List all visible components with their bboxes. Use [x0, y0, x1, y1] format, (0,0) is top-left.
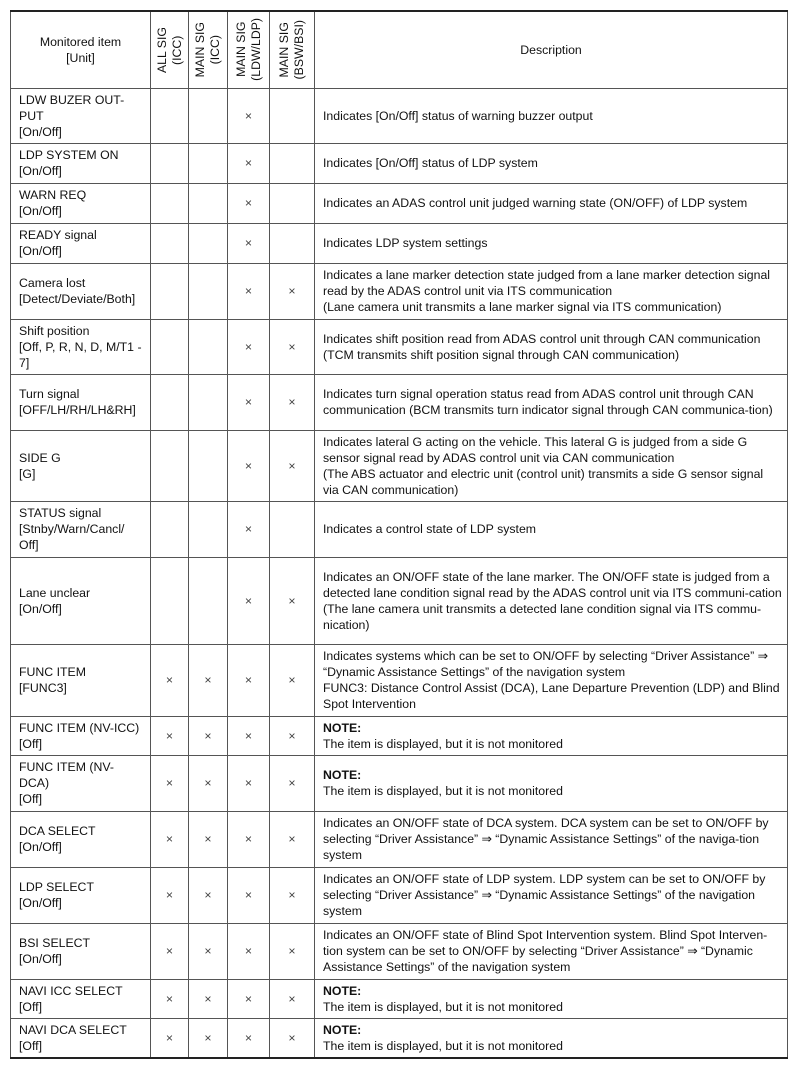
- cross-mark-icon: ×: [244, 522, 253, 536]
- monitored-item-text: [Off]: [19, 736, 43, 751]
- cross-mark-icon: ×: [204, 832, 212, 846]
- monitored-item-cell: [11, 923, 151, 979]
- cross-mark-icon: ×: [244, 776, 253, 790]
- monitored-item-cell: [11, 223, 151, 263]
- monitored-item-text: PUT: [19, 108, 44, 123]
- note-text: The item is displayed, but it is not monitored: [323, 1038, 563, 1053]
- description-cell: [315, 183, 788, 223]
- monitored-item-text: STATUS signal: [19, 506, 102, 520]
- signal-mark-cell: [189, 430, 228, 501]
- note-label: NOTE:: [323, 768, 362, 782]
- monitored-item-text: SIDE G: [19, 450, 61, 465]
- monitored-item-text: FUNC ITEM (NV-ICC): [19, 720, 140, 735]
- monitored-item-text: [OFF/LH/RH/LH&RH]: [19, 403, 136, 417]
- cross-mark-icon: ×: [204, 888, 212, 902]
- description-text: Indicates [On/Off] status of LDP system: [323, 156, 538, 170]
- table-row: [11, 644, 788, 716]
- cross-mark-icon: ×: [288, 395, 296, 409]
- signal-mark-cell: [151, 811, 189, 867]
- cross-mark-icon: ×: [244, 395, 253, 409]
- signal-mark-cell: [151, 501, 189, 557]
- signal-mark-cell: [270, 644, 315, 716]
- signal-mark-cell: [189, 979, 228, 1018]
- signal-mark-cell: [189, 811, 228, 867]
- monitored-item-text: Turn signal: [19, 387, 80, 401]
- signal-mark-cell: [189, 867, 228, 923]
- signal-mark-cell: [151, 867, 189, 923]
- description-cell: [315, 557, 788, 644]
- monitored-item-text: FUNC ITEM: [19, 665, 86, 679]
- signal-mark-cell: [228, 755, 270, 811]
- signal-mark-cell: [189, 143, 228, 183]
- signal-mark-cell: [270, 143, 315, 183]
- monitored-item-cell: [11, 319, 151, 374]
- signal-mark-cell: [228, 1018, 270, 1058]
- signal-mark-cell: [228, 557, 270, 644]
- description-cell: [315, 223, 788, 263]
- cross-mark-icon: ×: [288, 458, 296, 473]
- monitored-item-text: Camera lost: [19, 276, 86, 290]
- signal-mark-cell: [270, 501, 315, 557]
- note-label: NOTE:: [323, 983, 362, 998]
- monitored-item-text: NAVI DCA SELECT: [19, 1022, 127, 1037]
- signal-mark-cell: [151, 923, 189, 979]
- cross-mark-icon: ×: [288, 1030, 296, 1045]
- monitored-item-text: [G]: [19, 466, 36, 481]
- header-main-sig-ldw-ldp: [228, 11, 270, 88]
- signal-mark-cell: [151, 979, 189, 1018]
- cross-mark-icon: ×: [244, 108, 253, 123]
- signal-mark-cell: [189, 319, 228, 374]
- note-text: The item is displayed, but it is not monitored: [323, 736, 563, 751]
- monitored-item-text: [On/Off]: [19, 164, 62, 178]
- signal-mark-cell: [151, 430, 189, 501]
- signal-mark-cell: [151, 223, 189, 263]
- cross-mark-icon: ×: [288, 339, 296, 354]
- monitored-item-text: LDP SYSTEM ON: [19, 148, 119, 162]
- note-label: NOTE:: [323, 1022, 362, 1037]
- cross-mark-icon: ×: [288, 728, 296, 743]
- monitored-item-cell: [11, 501, 151, 557]
- signal-mark-cell: [270, 923, 315, 979]
- signal-mark-cell: [228, 143, 270, 183]
- note-text: The item is displayed, but it is not monitored: [323, 999, 563, 1014]
- cross-mark-icon: ×: [165, 1030, 174, 1045]
- monitored-item-cell: [11, 979, 151, 1018]
- cross-mark-icon: ×: [288, 944, 296, 958]
- description-text: (TCM transmits shift position signal through CAN communication): [323, 347, 680, 362]
- table-row: [11, 374, 788, 430]
- signal-mark-cell: [228, 716, 270, 755]
- cross-mark-icon: ×: [288, 991, 296, 1006]
- monitored-item-cell: [11, 644, 151, 716]
- signal-mark-cell: [270, 811, 315, 867]
- description-cell: [315, 716, 788, 755]
- monitored-item-text: Off]: [19, 538, 39, 552]
- cross-mark-icon: ×: [244, 944, 253, 958]
- table-row: [11, 319, 788, 374]
- header-description: Description: [315, 11, 788, 88]
- cross-mark-icon: ×: [244, 236, 253, 250]
- monitored-item-cell: [11, 1018, 151, 1058]
- signal-mark-cell: [189, 374, 228, 430]
- signal-mark-cell: [189, 1018, 228, 1058]
- monitored-item-text: [On/Off]: [19, 896, 62, 910]
- header-main-sig-bsw-bsi: [270, 11, 315, 88]
- signal-mark-cell: [270, 263, 315, 319]
- cross-mark-icon: ×: [288, 776, 296, 790]
- description-cell: [315, 755, 788, 811]
- description-cell: [315, 501, 788, 557]
- monitored-item-text: FUNC ITEM (NV-: [19, 760, 114, 774]
- monitored-item-cell: [11, 143, 151, 183]
- table-row: [11, 430, 788, 501]
- description-text: Indicates a control state of LDP system: [323, 522, 537, 536]
- signal-mark-cell: [270, 183, 315, 223]
- cross-mark-icon: ×: [244, 196, 253, 210]
- monitored-item-cell: [11, 557, 151, 644]
- monitored-item-text: [Detect/Deviate/Both]: [19, 292, 136, 306]
- cross-mark-icon: ×: [288, 593, 296, 608]
- monitored-item-text: [Off]: [19, 999, 43, 1014]
- monitored-item-text: BSI SELECT: [19, 936, 91, 950]
- signal-mark-cell: [270, 374, 315, 430]
- description-cell: [315, 1018, 788, 1058]
- description-text: Indicates a lane marker detection state judged from a lane marker detection signal read by the ADAS control unit via ITS communication: [323, 268, 771, 298]
- signal-mark-cell: [270, 755, 315, 811]
- description-text: FUNC3: Distance Control Assist (DCA), Lane Departure Prevention (LDP) and Blind Spot Intervention: [323, 681, 780, 711]
- signal-mark-cell: [151, 374, 189, 430]
- signal-mark-cell: [270, 319, 315, 374]
- cross-mark-icon: ×: [204, 944, 212, 958]
- description-text: Indicates an ON/OFF state of DCA system. DCA system can be set to ON/OFF by selecting “Driver Assistance” ⇒ “Dynamic Assistance Settings” of the naviga-tion system: [323, 816, 769, 862]
- description-text: (Lane camera unit transmits a lane marker signal via ITS communication): [323, 300, 722, 314]
- signal-mark-cell: [151, 557, 189, 644]
- monitored-item-text: Lane unclear: [19, 585, 91, 600]
- cross-mark-icon: ×: [244, 156, 253, 170]
- signal-mark-cell: [270, 716, 315, 755]
- table-row: [11, 183, 788, 223]
- monitored-item-text: [Off, P, R, N, D, M/T1 - 7]: [19, 339, 142, 370]
- table-row: [11, 716, 788, 755]
- cross-mark-icon: ×: [165, 776, 174, 790]
- cross-mark-icon: ×: [244, 728, 253, 743]
- cross-mark-icon: ×: [165, 991, 174, 1006]
- header-main-sig-bsw-bsi-line1: MAIN SIG: [277, 22, 291, 78]
- signal-mark-cell: [270, 1018, 315, 1058]
- header-main-sig-ldw-ldp-line2: (LDW/LDP): [248, 18, 263, 82]
- signal-mark-cell: [151, 755, 189, 811]
- description-text: Indicates an ON/OFF state of the lane marker. The ON/OFF state is judged from a detected lane condition signal read by the ADAS control unit via ITS communi-cation: [323, 569, 782, 600]
- monitored-item-text: WARN REQ: [19, 188, 87, 202]
- description-cell: [315, 88, 788, 143]
- monitored-item-text: Shift position: [19, 323, 90, 338]
- signal-mark-cell: [228, 644, 270, 716]
- table-row: [11, 501, 788, 557]
- signal-mark-cell: [189, 501, 228, 557]
- description-text: Indicates lateral G acting on the vehicle. This lateral G is judged from a side G sensor signal read by ADAS control unit via CAN communication: [323, 434, 748, 465]
- monitored-item-text: [On/Off]: [19, 952, 62, 966]
- description-text: Indicates an ON/OFF state of Blind Spot Intervention system. Blind Spot Interven-tion system can be set to ON/OFF by selecting “Driver Assistance” ⇒ “Dynamic Assistance Settings” of the navigation system: [323, 928, 768, 974]
- monitored-item-cell: [11, 716, 151, 755]
- cross-mark-icon: ×: [165, 728, 174, 743]
- monitored-items-table: [10, 10, 788, 1059]
- table-row: [11, 867, 788, 923]
- header-monitored-item-label: Monitored item: [39, 34, 122, 49]
- monitored-item-cell: [11, 183, 151, 223]
- description-cell: [315, 374, 788, 430]
- header-main-sig-icc: [189, 11, 228, 88]
- signal-mark-cell: [270, 88, 315, 143]
- monitored-item-text: [On/Off]: [19, 244, 62, 258]
- cross-mark-icon: ×: [244, 673, 253, 687]
- monitored-item-text: LDW BUZER OUT-: [19, 92, 125, 107]
- cross-mark-icon: ×: [244, 1030, 253, 1045]
- description-text: Indicates an ON/OFF state of LDP system. LDP system can be set to ON/OFF by selecting “Driver Assistance” ⇒ “Dynamic Assistance Settings” of the navigation system: [323, 872, 766, 918]
- signal-mark-cell: [228, 263, 270, 319]
- cross-mark-icon: ×: [244, 284, 253, 298]
- monitored-item-text: [On/Off]: [19, 204, 62, 218]
- signal-mark-cell: [151, 319, 189, 374]
- monitored-item-text: [On/Off]: [19, 124, 62, 139]
- signal-mark-cell: [228, 374, 270, 430]
- signal-mark-cell: [270, 223, 315, 263]
- cross-mark-icon: ×: [204, 728, 212, 743]
- signal-mark-cell: [151, 143, 189, 183]
- header-main-sig-bsw-bsi-line2: (BSW/BSI): [292, 20, 306, 80]
- table-row: [11, 923, 788, 979]
- table-row: [11, 811, 788, 867]
- monitored-item-text: DCA SELECT: [19, 824, 96, 838]
- table-body: [11, 88, 788, 1058]
- description-cell: [315, 430, 788, 501]
- monitored-item-cell: [11, 811, 151, 867]
- description-text: Indicates systems which can be set to ON/OFF by selecting “Driver Assistance” ⇒ “Dynamic Assistance Settings” of the navigation system: [323, 649, 768, 679]
- monitored-item-text: [Off]: [19, 792, 43, 806]
- signal-mark-cell: [189, 263, 228, 319]
- header-main-sig-icc-line1: MAIN SIG: [193, 22, 207, 78]
- cross-mark-icon: ×: [165, 888, 174, 902]
- description-cell: [315, 319, 788, 374]
- table-row: [11, 755, 788, 811]
- description-text: Indicates an ADAS control unit judged warning state (ON/OFF) of LDP system: [323, 196, 748, 210]
- header-all-sig-icc-line1: ALL SIG: [154, 26, 169, 73]
- monitored-item-text: [On/Off]: [19, 601, 62, 616]
- monitored-item-text: [Off]: [19, 1038, 43, 1053]
- signal-mark-cell: [189, 644, 228, 716]
- cross-mark-icon: ×: [244, 991, 253, 1006]
- signal-mark-cell: [189, 88, 228, 143]
- description-text: Indicates shift position read from ADAS control unit through CAN communication: [323, 331, 761, 346]
- signal-mark-cell: [189, 716, 228, 755]
- monitored-item-cell: [11, 430, 151, 501]
- cross-mark-icon: ×: [204, 673, 212, 687]
- monitored-item-text: [Stnby/Warn/Cancl/: [19, 522, 125, 536]
- description-text: (The lane camera unit transmits a detected lane condition signal via ITS commu-nication): [323, 601, 762, 632]
- signal-mark-cell: [189, 223, 228, 263]
- monitored-item-text: DCA): [19, 776, 50, 790]
- signal-mark-cell: [270, 867, 315, 923]
- signal-mark-cell: [270, 979, 315, 1018]
- monitored-item-text: READY signal: [19, 228, 97, 242]
- header-monitored-item: [11, 11, 151, 88]
- table-row: [11, 223, 788, 263]
- cross-mark-icon: ×: [244, 339, 253, 354]
- signal-mark-cell: [270, 430, 315, 501]
- monitored-item-cell: [11, 867, 151, 923]
- header-main-sig-icc-line2: (ICC): [208, 35, 222, 65]
- cross-mark-icon: ×: [288, 673, 296, 687]
- signal-mark-cell: [228, 430, 270, 501]
- signal-mark-cell: [189, 557, 228, 644]
- header-main-sig-ldw-ldp-line1: MAIN SIG: [233, 22, 248, 78]
- signal-mark-cell: [228, 501, 270, 557]
- cross-mark-icon: ×: [204, 1030, 212, 1045]
- description-cell: [315, 867, 788, 923]
- description-cell: [315, 143, 788, 183]
- monitored-item-text: LDP SELECT: [19, 880, 94, 894]
- monitored-item-cell: [11, 755, 151, 811]
- header-all-sig-icc-line2: (ICC): [169, 35, 184, 65]
- cross-mark-icon: ×: [165, 944, 174, 958]
- table-row: [11, 263, 788, 319]
- monitored-item-text: [FUNC3]: [19, 681, 67, 695]
- cross-mark-icon: ×: [244, 593, 253, 608]
- signal-mark-cell: [189, 183, 228, 223]
- cross-mark-icon: ×: [244, 832, 253, 846]
- signal-mark-cell: [228, 811, 270, 867]
- signal-mark-cell: [270, 557, 315, 644]
- description-cell: [315, 979, 788, 1018]
- signal-mark-cell: [228, 183, 270, 223]
- description-cell: [315, 644, 788, 716]
- description-text: Indicates LDP system settings: [323, 236, 488, 250]
- monitored-item-text: [On/Off]: [19, 840, 62, 854]
- table-row: [11, 143, 788, 183]
- cross-mark-icon: ×: [204, 776, 212, 790]
- description-text: Indicates [On/Off] status of warning buzzer output: [323, 108, 593, 123]
- cross-mark-icon: ×: [165, 673, 174, 687]
- description-cell: [315, 811, 788, 867]
- signal-mark-cell: [228, 88, 270, 143]
- signal-mark-cell: [228, 923, 270, 979]
- signal-mark-cell: [189, 755, 228, 811]
- signal-mark-cell: [151, 88, 189, 143]
- signal-mark-cell: [151, 716, 189, 755]
- signal-mark-cell: [228, 979, 270, 1018]
- signal-mark-cell: [228, 223, 270, 263]
- signal-mark-cell: [151, 1018, 189, 1058]
- header-unit-label: [Unit]: [66, 50, 95, 65]
- cross-mark-icon: ×: [244, 888, 253, 902]
- description-text: (The ABS actuator and electric unit (control unit) transmits a side G sensor signal via CAN communication): [323, 466, 764, 497]
- cross-mark-icon: ×: [288, 284, 296, 298]
- signal-mark-cell: [228, 867, 270, 923]
- table-row: [11, 979, 788, 1018]
- table-row: [11, 1018, 788, 1058]
- description-text: Indicates turn signal operation status read from ADAS control unit through CAN communication (BCM transmits turn indicator signal through CAN communica-tion): [323, 387, 773, 417]
- description-cell: [315, 263, 788, 319]
- note-label: NOTE:: [323, 720, 362, 735]
- header-all-sig-icc: [151, 11, 189, 88]
- monitored-item-cell: [11, 88, 151, 143]
- header-row: [11, 11, 788, 88]
- signal-mark-cell: [189, 923, 228, 979]
- signal-mark-cell: [151, 183, 189, 223]
- signal-mark-cell: [151, 644, 189, 716]
- monitored-item-cell: [11, 263, 151, 319]
- description-cell: [315, 923, 788, 979]
- cross-mark-icon: ×: [288, 888, 296, 902]
- cross-mark-icon: ×: [244, 458, 253, 473]
- cross-mark-icon: ×: [165, 832, 174, 846]
- cross-mark-icon: ×: [288, 832, 296, 846]
- cross-mark-icon: ×: [204, 991, 212, 1006]
- signal-mark-cell: [228, 319, 270, 374]
- table-row: [11, 88, 788, 143]
- note-text: The item is displayed, but it is not monitored: [323, 784, 563, 798]
- monitored-item-cell: [11, 374, 151, 430]
- signal-mark-cell: [151, 263, 189, 319]
- table-row: [11, 557, 788, 644]
- monitored-item-text: NAVI ICC SELECT: [19, 983, 123, 998]
